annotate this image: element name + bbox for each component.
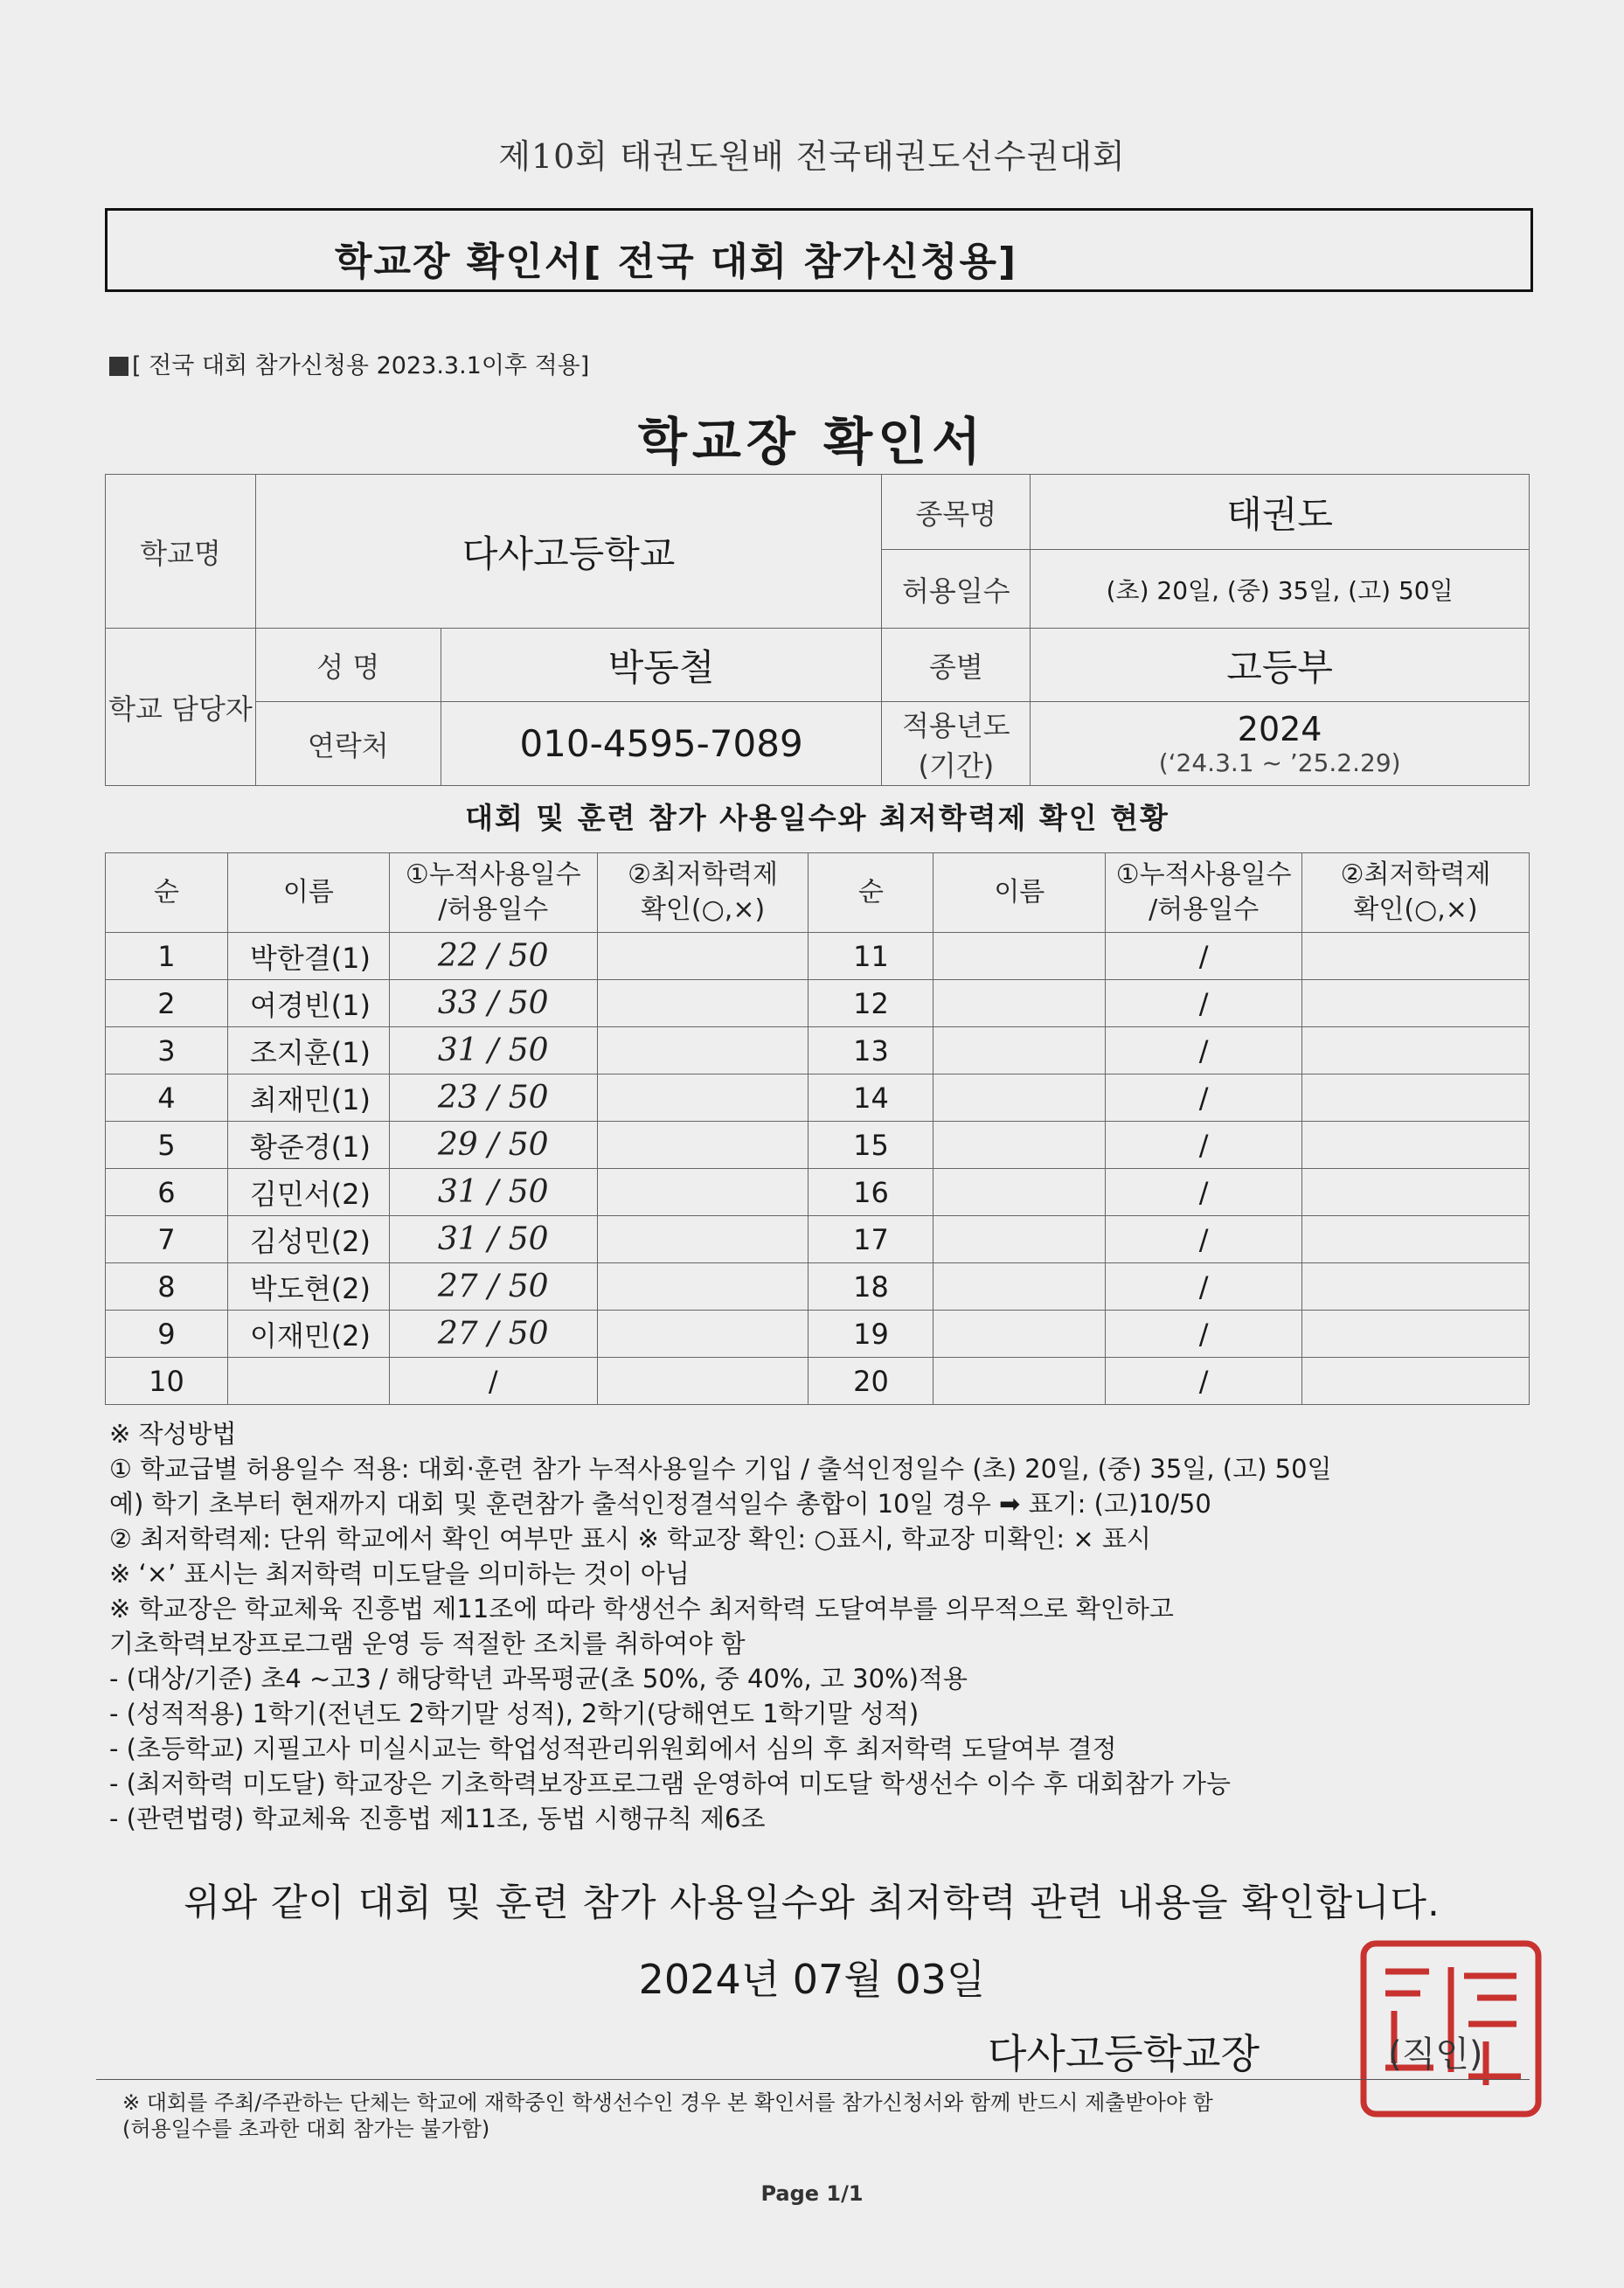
contact-label: 연락처 [255, 702, 441, 786]
subnote-text: [ 전국 대회 참가신청용 2023.3.1이후 적용] [132, 352, 590, 379]
row-name [933, 1358, 1106, 1405]
division-value: 고등부 [1031, 629, 1530, 702]
row-no: 8 [106, 1263, 228, 1311]
row-no: 9 [106, 1311, 228, 1358]
row-days: / [1106, 1122, 1302, 1169]
page-number: Page 1/1 [760, 2181, 864, 2206]
row-check [597, 1263, 809, 1311]
note-line: - (최저학력 미도달) 학교장은 기초학력보장프로그램 운영하여 미도달 학생선수 이수 후 대회참가 가능 [109, 1769, 1232, 1798]
row-check [1302, 1027, 1530, 1074]
row-days: 22 / 50 [389, 933, 597, 980]
header-name-right: 이름 [933, 853, 1106, 933]
header-no: 순 [106, 853, 228, 933]
applied-year-label-line2: (기간) [918, 748, 995, 782]
row-name: 김성민(2) [227, 1216, 389, 1263]
row-name: 박도현(2) [227, 1263, 389, 1311]
table-row [106, 1122, 1530, 1169]
row-check [597, 1216, 809, 1263]
document-title: 학교장 확인서 [637, 412, 987, 471]
applied-year-label-line1: 적용년도 [902, 708, 1010, 742]
row-days: 27 / 50 [389, 1263, 597, 1311]
row-name: 김민서(2) [227, 1169, 389, 1216]
row-check [1302, 1216, 1530, 1263]
footer-divider [96, 2079, 1530, 2080]
row-name [933, 1311, 1106, 1358]
note-line: ② 최저학력제: 단위 학교에서 확인 여부만 표시 ※ 학교장 확인: ○표시, 학교장 미확인: × 표시 [109, 1524, 1151, 1554]
row-no: 11 [809, 933, 933, 980]
usage-subnote [109, 346, 589, 380]
row-days: / [1106, 1074, 1302, 1122]
seal-label: (직인) [1388, 2034, 1483, 2075]
row-check [1302, 1122, 1530, 1169]
row-check [597, 1122, 809, 1169]
header-check-right [1302, 853, 1530, 933]
note-line: ※ ‘×’ 표시는 최저학력 미도달을 의미하는 것이 아님 [109, 1559, 690, 1589]
note-line: 예) 학기 초부터 현재까지 대회 및 훈련참가 출석인정결석일수 총합이 10일 경우 ➡ 표기: (고)10/50 [109, 1489, 1211, 1519]
header-check-line2: 확인(○,×) [640, 894, 766, 925]
applied-year: 2024 [1237, 710, 1322, 748]
row-name: 조지훈(1) [227, 1027, 389, 1074]
note-line: - (대상/기준) 초4 ~고3 / 해당학년 과목평균(초 50%, 중 40%, 고 30%)적용 [109, 1664, 968, 1693]
header-days-line1: ①누적사용일수 [405, 859, 581, 890]
header-name: 이름 [227, 853, 389, 933]
row-days: 29 / 50 [389, 1122, 597, 1169]
row-no: 10 [106, 1358, 228, 1405]
row-days: / [1106, 980, 1302, 1027]
row-no: 16 [809, 1169, 933, 1216]
header-check-right-line1: ②최저학력제 [1340, 859, 1491, 890]
applied-year-label [882, 702, 1031, 786]
row-days: / [1106, 1169, 1302, 1216]
writing-instructions [109, 1416, 1332, 1836]
row-no: 7 [106, 1216, 228, 1263]
signer-name: 다사고등학교장 [988, 2030, 1260, 2077]
table-row [106, 980, 1530, 1027]
footer-line: (허용일수를 초과한 대회 참가는 불가함) [122, 2117, 490, 2141]
row-name [933, 1263, 1106, 1311]
banner-text: 학교장 확인서[ 전국 대회 참가신청용] [335, 240, 1018, 284]
row-days: / [1106, 1358, 1302, 1405]
row-no: 6 [106, 1169, 228, 1216]
row-no: 2 [106, 980, 228, 1027]
sport-label: 종목명 [882, 475, 1031, 550]
row-days: 31 / 50 [389, 1169, 597, 1216]
row-name [933, 1074, 1106, 1122]
row-days: / [1106, 1216, 1302, 1263]
row-days: / [1106, 1027, 1302, 1074]
manager-label: 학교 담당자 [106, 629, 256, 786]
row-name [933, 1122, 1106, 1169]
status-title: 대회 및 훈련 참가 사용일수와 최저학력제 확인 현황 [465, 801, 1169, 835]
allowed-days-value: (초) 20일, (중) 35일, (고) 50일 [1031, 550, 1530, 629]
note-line: - (관련법령) 학교체육 진흥법 제11조, 동법 시행규칙 제6조 [109, 1804, 766, 1833]
footer-note [122, 2090, 1213, 2142]
row-check [597, 933, 809, 980]
manager-name-value: 박동철 [441, 629, 882, 702]
row-days: / [1106, 1263, 1302, 1311]
row-check [597, 1074, 809, 1122]
header-check-right-line2: 확인(○,×) [1353, 894, 1478, 925]
row-check [1302, 1169, 1530, 1216]
header-days-right-line1: ①누적사용일수 [1115, 859, 1292, 890]
header-check-line1: ②최저학력제 [628, 859, 778, 890]
issue-date: 2024년 07월 03일 [638, 1956, 986, 2003]
note-line: - (초등학교) 지필고사 미실시교는 학업성적관리위원회에서 심의 후 최저학력 도달여부 결정 [109, 1734, 1117, 1763]
table-row [106, 1216, 1530, 1263]
row-days: 23 / 50 [389, 1074, 597, 1122]
note-line: ※ 작성방법 [109, 1419, 237, 1449]
allowed-days-label: 허용일수 [882, 550, 1031, 629]
row-check [597, 980, 809, 1027]
row-no: 17 [809, 1216, 933, 1263]
row-name: 박한결(1) [227, 933, 389, 980]
row-no: 13 [809, 1027, 933, 1074]
row-name [227, 1358, 389, 1405]
row-name [933, 980, 1106, 1027]
row-days: / [389, 1358, 597, 1405]
row-no: 19 [809, 1311, 933, 1358]
row-days: 33 / 50 [389, 980, 597, 1027]
row-name: 여경빈(1) [227, 980, 389, 1027]
row-check [1302, 980, 1530, 1027]
school-info-table [105, 474, 1530, 786]
event-title: 제10회 태권도원배 전국태권도선수권대회 [498, 137, 1126, 176]
header-days [389, 853, 597, 933]
row-days: / [1106, 1311, 1302, 1358]
row-name: 이재민(2) [227, 1311, 389, 1358]
row-name: 최재민(1) [227, 1074, 389, 1122]
row-no: 18 [809, 1263, 933, 1311]
note-line: ① 학교급별 허용일수 적용: 대회·훈련 참가 누적사용일수 기입 / 출석인정일수 (초) 20일, (중) 35일, (고) 50일 [109, 1454, 1332, 1484]
manager-name-label: 성 명 [255, 629, 441, 702]
sport-value: 태권도 [1031, 475, 1530, 550]
document-banner [105, 208, 1533, 292]
note-line: 기초학력보장프로그램 운영 등 적절한 조치를 취하여야 함 [109, 1629, 746, 1659]
table-row [106, 1358, 1530, 1405]
confirmation-statement: 위와 같이 대회 및 훈련 참가 사용일수와 최저학력 관련 내용을 확인합니다. [184, 1881, 1440, 1925]
school-name-label: 학교명 [106, 475, 256, 629]
row-name [933, 1169, 1106, 1216]
row-no: 15 [809, 1122, 933, 1169]
row-check [1302, 1074, 1530, 1122]
row-check [1302, 1263, 1530, 1311]
header-days-line2: /허용일수 [438, 894, 549, 925]
contact-value: 010-4595-7089 [441, 702, 882, 786]
row-days: 27 / 50 [389, 1311, 597, 1358]
note-line: ※ 학교장은 학교체육 진흥법 제11조에 따라 학생선수 최저학력 도달여부를 의무적으로 확인하고 [109, 1594, 1174, 1624]
row-no: 20 [809, 1358, 933, 1405]
row-check [1302, 1311, 1530, 1358]
applied-year-value [1031, 702, 1530, 786]
row-name [933, 933, 1106, 980]
header-days-right [1106, 853, 1302, 933]
row-check [597, 1311, 809, 1358]
school-name-value: 다사고등학교 [255, 475, 882, 629]
row-check [597, 1358, 809, 1405]
header-check [597, 853, 809, 933]
row-no: 14 [809, 1074, 933, 1122]
table-row [106, 1169, 1530, 1216]
row-no: 3 [106, 1027, 228, 1074]
table-row [106, 1027, 1530, 1074]
table-row [106, 1263, 1530, 1311]
row-check [597, 1027, 809, 1074]
applied-period: (‘24.3.1 ~ ’25.2.29) [1158, 748, 1401, 777]
row-name: 황준경(1) [227, 1122, 389, 1169]
row-no: 4 [106, 1074, 228, 1122]
table-header-row [106, 853, 1530, 933]
header-no-right: 순 [809, 853, 933, 933]
table-row [106, 1074, 1530, 1122]
row-no: 1 [106, 933, 228, 980]
row-check [597, 1169, 809, 1216]
row-name [933, 1027, 1106, 1074]
division-label: 종별 [882, 629, 1031, 702]
row-no: 5 [106, 1122, 228, 1169]
square-bullet-icon [109, 357, 128, 376]
row-days: 31 / 50 [389, 1216, 597, 1263]
row-check [1302, 933, 1530, 980]
row-check [1302, 1358, 1530, 1405]
row-days: 31 / 50 [389, 1027, 597, 1074]
row-name [933, 1216, 1106, 1263]
note-line: - (성적적용) 1학기(전년도 2학기말 성적), 2학기(당해연도 1학기말 성적) [109, 1699, 920, 1728]
table-row [106, 933, 1530, 980]
header-days-right-line2: /허용일수 [1149, 894, 1260, 925]
table-row [106, 1311, 1530, 1358]
participation-table [105, 852, 1530, 1405]
footer-line: ※ 대회를 주최/주관하는 단체는 학교에 재학중인 학생선수인 경우 본 확인서를 참가신청서와 함께 반드시 제출받아야 함 [122, 2090, 1213, 2115]
row-days: / [1106, 933, 1302, 980]
row-no: 12 [809, 980, 933, 1027]
